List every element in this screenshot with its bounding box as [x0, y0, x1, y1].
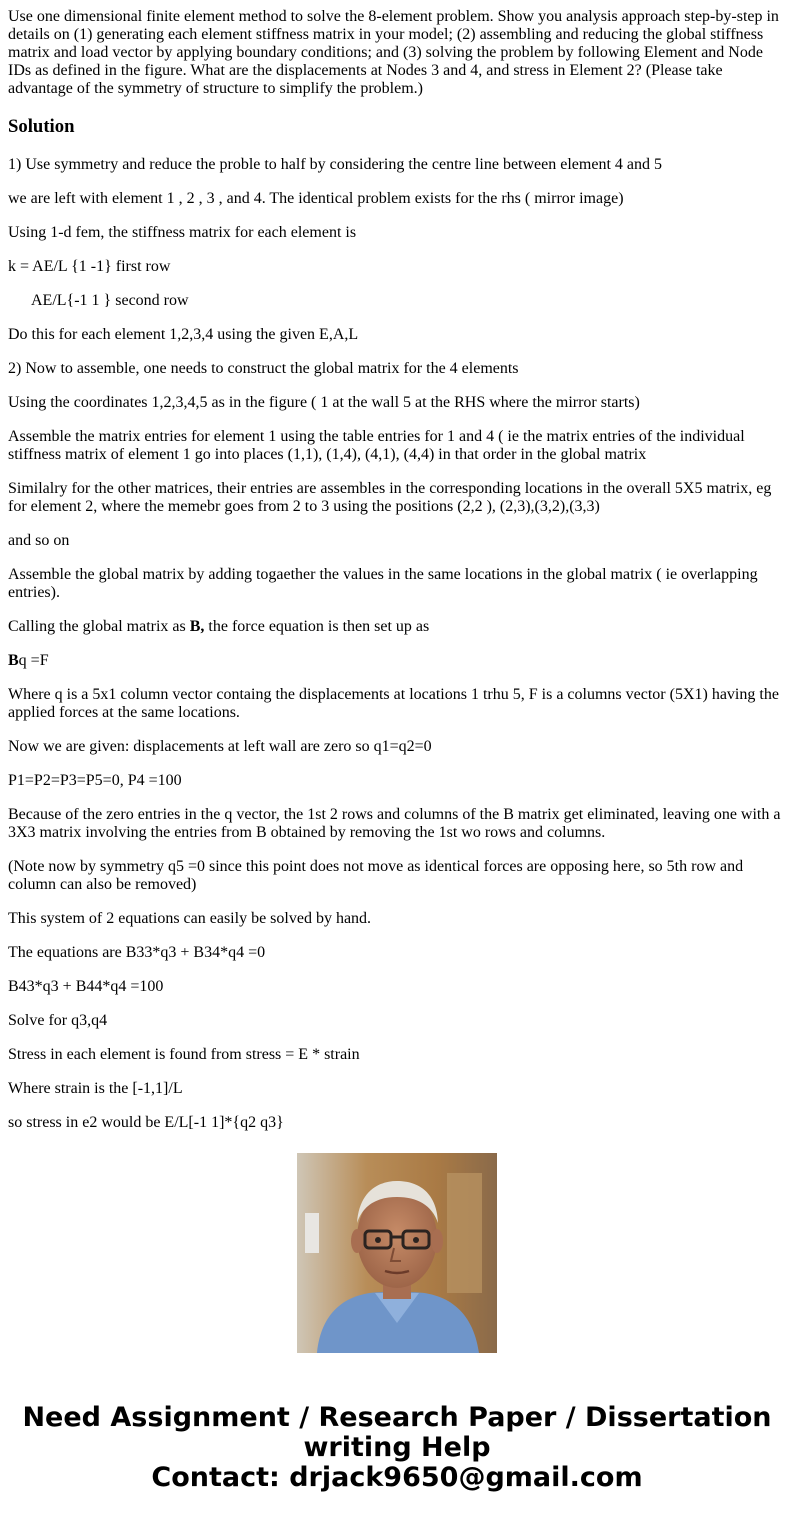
solution-paragraph: Where q is a 5x1 column vector containg the displacements at locations 1 trhu 5, F is a columns vector (5X1) having the applied forces at the same locations. — [8, 686, 779, 721]
text-run: the force equation is then set up as — [204, 618, 430, 635]
solution-paragraph: Stress in each element is found from stress = E * strain — [8, 1046, 360, 1063]
bold-matrix-name: B — [8, 652, 19, 669]
solution-paragraph: P1=P2=P3=P5=0, P4 =100 — [8, 772, 182, 789]
bold-matrix-name: B, — [189, 618, 205, 635]
text-run: Calling the global matrix as — [8, 618, 190, 635]
promo-banner — [0, 1403, 794, 1493]
solution-paragraph: Assemble the global matrix by adding togaether the values in the same locations in the global matrix ( ie overlapping entries). — [8, 566, 758, 601]
promo-line: Need Assignment / Research Paper / Dissertation — [22, 1402, 772, 1433]
solution-paragraph: AE/L{-1 1 } second row — [31, 292, 189, 309]
solution-paragraph: Now we are given: displacements at left wall are zero so q1=q2=0 — [8, 738, 432, 755]
solution-paragraph: 2) Now to assemble, one needs to construct the global matrix for the 4 elements — [8, 360, 519, 377]
solution-paragraph: Using the coordinates 1,2,3,4,5 as in the figure ( 1 at the wall 5 at the RHS where the mirror starts) — [8, 394, 640, 411]
solution-paragraph: so stress in e2 would be E/L[-1 1]*{q2 q3} — [8, 1114, 284, 1131]
solution-paragraph: we are left with element 1 , 2 , 3 , and 4. The identical problem exists for the rhs ( mirror image) — [8, 190, 624, 207]
solution-paragraph: (Note now by symmetry q5 =0 since this point does not move as identical forces are opposing here, so 5th row and column can also be removed) — [8, 858, 744, 893]
solution-paragraph: Solve for q3,q4 — [8, 1012, 108, 1029]
solution-paragraph: Because of the zero entries in the q vector, the 1st 2 rows and columns of the B matrix get eliminated, leaving one with a 3X3 matrix involving the entries from B obtained by removing the 1st wo rows and columns. — [8, 806, 781, 841]
avatar-photo-icon — [297, 1153, 497, 1353]
question-text: Use one dimensional finite element method to solve the 8-element problem. Show you analysis approach step-by-step in details on (1) generating each element stiffness matrix in your model; (2) assembling and reducing the global stiffness matrix and load vector by applying boundary conditions; and (3) solving the problem by following Element and Node IDs as defined in the figure. What are the displacements at Nodes 3 and 4, and stress in Element 2? (Please take advantage of the symmetry of structure to simplify the problem.) — [8, 8, 779, 97]
solution-paragraph — [8, 652, 786, 670]
solution-paragraph: k = AE/L {1 -1} first row — [8, 258, 171, 275]
solution-paragraph — [8, 618, 786, 636]
solution-paragraph: 1) Use symmetry and reduce the proble to half by considering the centre line between element 4 and 5 — [8, 156, 662, 173]
promo-contact: Contact: drjack9650@gmail.com — [151, 1462, 643, 1493]
solution-paragraph: B43*q3 + B44*q4 =100 — [8, 978, 164, 995]
text-run: q =F — [18, 652, 49, 669]
solution-paragraph: Where strain is the [-1,1]/L — [8, 1080, 183, 1097]
solution-heading: Solution — [8, 116, 75, 137]
solution-paragraph: Do this for each element 1,2,3,4 using the given E,A,L — [8, 326, 359, 343]
solution-paragraph: The equations are B33*q3 + B34*q4 =0 — [8, 944, 266, 961]
solution-paragraph: Assemble the matrix entries for element 1 using the table entries for 1 and 4 ( ie the matrix entries of the individual stiffness matrix of element 1 go into places (1,1), (1,4), (4,1), (4,4) in that order in the global matrix — [8, 428, 745, 463]
solution-paragraph: Using 1-d fem, the stiffness matrix for each element is — [8, 224, 357, 241]
solution-paragraph: and so on — [8, 532, 70, 549]
solution-paragraph: Similalry for the other matrices, their entries are assembles in the corresponding locations in the overall 5X5 matrix, eg for element 2, where the memebr goes from 2 to 3 using the positions (2,2 ), (2,3),(3,2),(3,3) — [8, 480, 772, 515]
promo-line: writing Help — [303, 1432, 491, 1463]
solution-paragraph: This system of 2 equations can easily be solved by hand. — [8, 910, 372, 927]
author-avatar — [297, 1153, 497, 1353]
solution-article — [8, 0, 786, 1131]
